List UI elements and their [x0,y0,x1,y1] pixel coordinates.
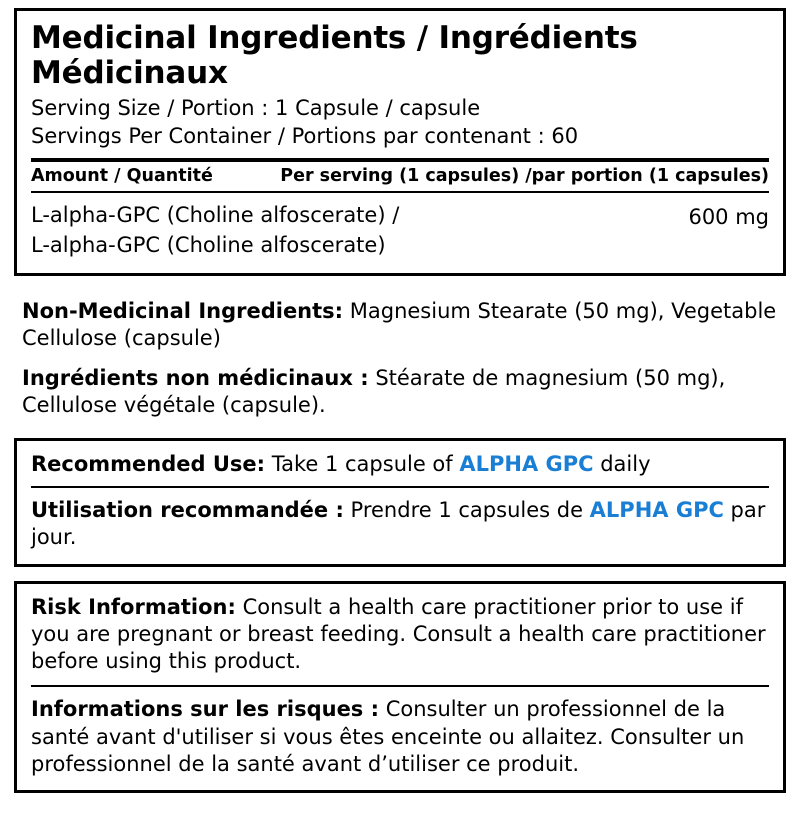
risk-information-fr-text: Consulter un professionnel de la santé avant d'utiliser si vous êtes enceinte ou allaitez. Consulter un professionnel de la santé avant d’utiliser ce produit. [31,697,745,777]
column-header-per-serving: Per serving (1 capsules) /par portion (1 capsules) [280,165,769,186]
table-header-row [31,166,769,187]
serving-size-line: Serving Size / Portion : 1 Capsule / capsule [31,96,481,121]
risk-information-en [31,594,769,676]
ingredient-name-en: L-alpha-GPC (Choline alfoscerate) / [31,202,400,227]
risk-information-en-label: Risk Information: [31,594,236,619]
recommended-use-panel [14,438,786,567]
risk-information-fr [31,696,769,778]
recommended-use-fr [31,497,769,552]
divider-thin [31,685,769,687]
panel-title: Medicinal Ingredients / Ingrédients Médicinaux [31,20,638,91]
divider-thin [31,191,769,193]
recommended-use-fr-text-before: Prendre 1 capsules de [343,497,590,522]
risk-information-fr-label: Informations sur les risques : [31,697,380,722]
table-row [31,199,769,261]
ingredient-name-fr: L-alpha-GPC (Choline alfoscerate) [31,232,386,257]
non-medicinal-en [22,298,782,353]
column-header-amount: Amount / Quantité [31,165,213,186]
medicinal-ingredients-panel [14,8,786,276]
non-medicinal-ingredients-block [14,290,786,424]
recommended-use-en-text-after: daily [593,451,651,476]
non-medicinal-en-text: Magnesium Stearate (50 mg), Vegetable Cellulose (capsule) [22,298,777,350]
brand-name-fr: ALPHA GPC [589,497,724,522]
recommended-use-en-label: Recommended Use: [31,451,266,476]
non-medicinal-fr-text: Stéarate de magnesium (50 mg), Cellulose végétale (capsule). [22,366,726,418]
non-medicinal-fr-label: Ingrédients non médicinaux : [22,366,369,391]
risk-information-panel [14,581,786,794]
recommended-use-en [31,451,769,486]
risk-information-en-text: Consult a health care practitioner prior to use if you are pregnant or breast feeding. Consult a health care practitioner before using this product. [31,594,766,674]
recommended-use-fr-label: Utilisation recommandée : [31,497,344,522]
recommended-use-fr-text-after: par jour. [31,497,766,550]
non-medicinal-fr [22,365,782,420]
non-medicinal-en-label: Non-Medicinal Ingredients: [22,298,344,323]
ingredient-amount: 600 mg [688,204,769,229]
brand-name-en: ALPHA GPC [459,451,594,476]
divider-thin [31,486,769,488]
ingredient-names [31,201,399,261]
servings-per-container-line: Servings Per Container / Portions par contenant : 60 [31,124,579,149]
divider-thick [31,158,769,162]
recommended-use-en-text-before: Take 1 capsule of [265,451,460,476]
